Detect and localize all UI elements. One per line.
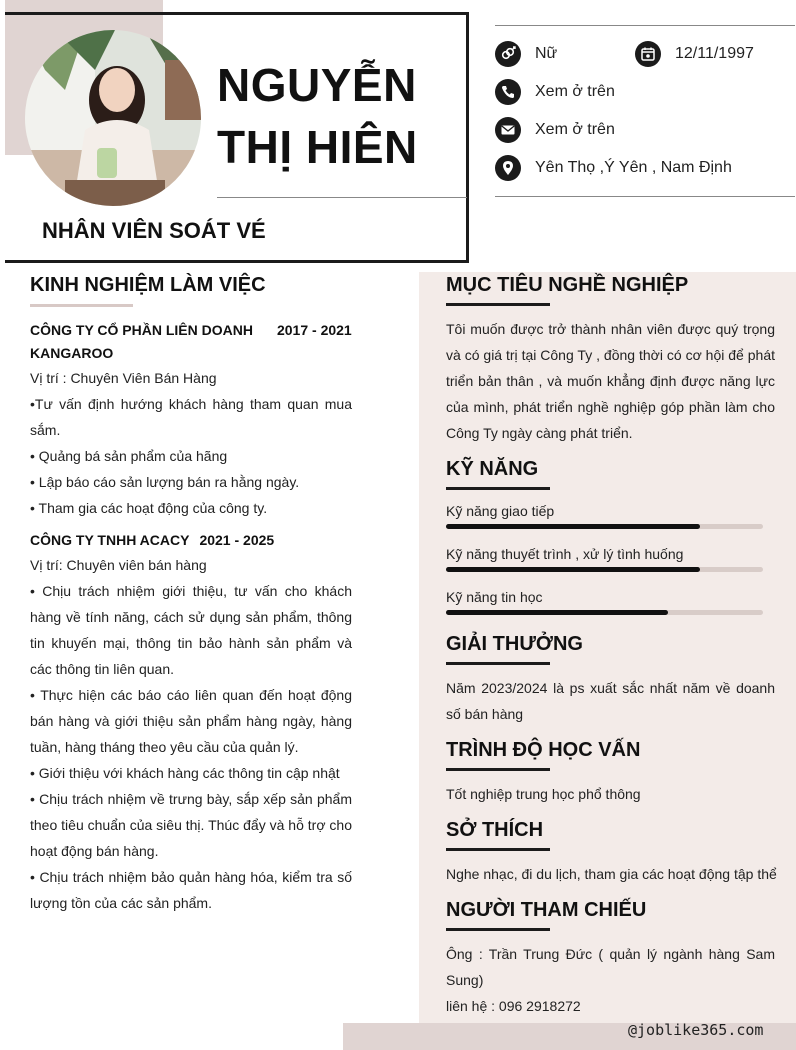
job-2-duty: • Chịu trách nhiệm bảo quản hàng hóa, kiểm tra số lượng tồn của các sản phẩm. <box>30 869 352 911</box>
awards-heading: GIẢI THƯỞNG <box>446 633 583 655</box>
email-value: Xem ở trên <box>535 121 615 138</box>
job-2-duty: • Thực hiện các báo cáo liên quan đến hoạt động bán hàng và giới thiệu sản phẩm hàng ngày, hàng tuần, hàng tháng theo yêu cầu của quản lý. <box>30 687 352 755</box>
experience-section <box>30 274 352 916</box>
heading-underline <box>30 304 133 307</box>
objective-heading: MỤC TIÊU NGHỀ NGHIỆP <box>446 274 689 296</box>
skill-bar-fill <box>446 567 700 572</box>
job-2-duty: • Chịu trách nhiệm về trưng bày, sắp xếp sản phẩm theo tiêu chuẩn của siêu thị. Thúc đẩy và hỗ trợ cho hoạt động bán hàng. <box>30 791 352 859</box>
experience-heading: KINH NGHIỆM LÀM VIỆC <box>30 274 266 296</box>
contact-birthday <box>635 41 754 67</box>
phone-icon <box>495 79 521 105</box>
contact-email <box>495 117 615 143</box>
contact-top-divider <box>495 25 795 26</box>
skill-label: Kỹ năng giao tiếp <box>446 503 555 519</box>
education-text: Tốt nghiệp trung học phổ thông <box>446 786 641 802</box>
job-2-years: 2021 - 2025 <box>199 532 275 548</box>
awards-text: Năm 2023/2024 là ps xuất sắc nhất năm về doanh số bán hàng <box>446 680 775 722</box>
right-column <box>446 274 775 1019</box>
hobbies-heading: SỞ THÍCH <box>446 819 544 841</box>
contact-gender <box>495 41 557 67</box>
profile-photo <box>25 30 201 206</box>
contact-bottom-divider <box>495 196 795 197</box>
skill-bar-fill <box>446 610 668 615</box>
education-heading: TRÌNH ĐỘ HỌC VẤN <box>446 739 641 761</box>
heading-underline <box>446 662 550 665</box>
name-line-1: NGUYỄN <box>217 59 417 111</box>
calendar-icon <box>635 41 661 67</box>
heading-underline <box>446 928 550 931</box>
reference-contact: liên hệ : 096 2918272 <box>446 998 581 1014</box>
references-heading: NGƯỜI THAM CHIẾU <box>446 899 647 921</box>
name-line-2: THỊ HIÊN <box>217 121 418 173</box>
job-2-duty: • Giới thiệu với khách hàng các thông tin cập nhật <box>30 765 340 781</box>
skill-bar <box>446 567 763 572</box>
location-pin-icon <box>495 155 521 181</box>
job-2-company-name: CÔNG TY TNHH ACACY <box>30 532 190 548</box>
name-divider <box>217 197 467 198</box>
job-1-company <box>30 319 352 342</box>
job-1-duty: •Tư vấn định hướng khách hàng tham quan mua sắm. <box>30 396 352 438</box>
birthday-value: 12/11/1997 <box>675 45 754 62</box>
job-2-role: Vị trí: Chuyên viên bán hàng <box>30 557 207 573</box>
skills-heading: KỸ NĂNG <box>446 458 539 480</box>
job-2-company <box>30 529 352 552</box>
job-1-duty: • Tham gia các hoạt động của công ty. <box>30 500 268 516</box>
hobbies-text: Nghe nhạc, đi du lịch, tham gia các hoạt động tập thể <box>446 866 777 882</box>
skill-label: Kỹ năng tin học <box>446 589 543 605</box>
skill-bar-fill <box>446 524 700 529</box>
job-1-years: 2017 - 2021 <box>276 322 352 338</box>
job-1-duty: • Lập báo cáo sản lượng bán ra hằng ngày. <box>30 474 300 490</box>
gender-value: Nữ <box>535 45 558 62</box>
skill-label: Kỹ năng thuyết trình , xử lý tình huống <box>446 546 684 562</box>
gender-icon <box>495 41 521 67</box>
skill-bar <box>446 610 763 615</box>
job-1-company-name: CÔNG TY CỔ PHẦN LIÊN DOANH <box>30 322 253 338</box>
heading-underline <box>446 848 550 851</box>
contact-phone <box>495 79 615 105</box>
phone-value: Xem ở trên <box>535 83 615 100</box>
job-1-role: Vị trí : Chuyên Viên Bán Hàng <box>30 370 217 386</box>
job-1-company-line2: KANGAROO <box>30 345 114 361</box>
email-icon <box>495 117 521 143</box>
heading-underline <box>446 303 550 306</box>
heading-underline <box>446 768 550 771</box>
footer-watermark: @joblike365.com <box>628 1021 764 1039</box>
address-value: Yên Thọ ,Ý Yên , Nam Định <box>535 159 732 176</box>
objective-text: Tôi muốn được trở thành nhân viên được quý trọng và có giá trị tại Công Ty , đồng thời có cơ hội để phát triển bản thân , và muốn khẳng định được năng lực của mình, phát triển nghề nghiệp góp phần làm cho Công Ty ngày càng phát triển. <box>446 321 775 441</box>
job-title: NHÂN VIÊN SOÁT VÉ <box>42 218 266 243</box>
job-1-duty: • Quảng bá sản phẩm của hãng <box>30 448 228 464</box>
job-2-duty: • Chịu trách nhiệm giới thiệu, tư vấn cho khách hàng về tính năng, cách sử dụng sản phẩm, thông tin khuyến mại, thông tin bảo hành sản phẩm và các thông tin liên quan. <box>30 583 352 677</box>
reference-person: Ông : Trần Trung Đức ( quản lý ngành hàng Sam Sung) <box>446 946 775 988</box>
skill-bar <box>446 524 763 529</box>
heading-underline <box>446 487 550 490</box>
contact-address <box>495 155 732 181</box>
